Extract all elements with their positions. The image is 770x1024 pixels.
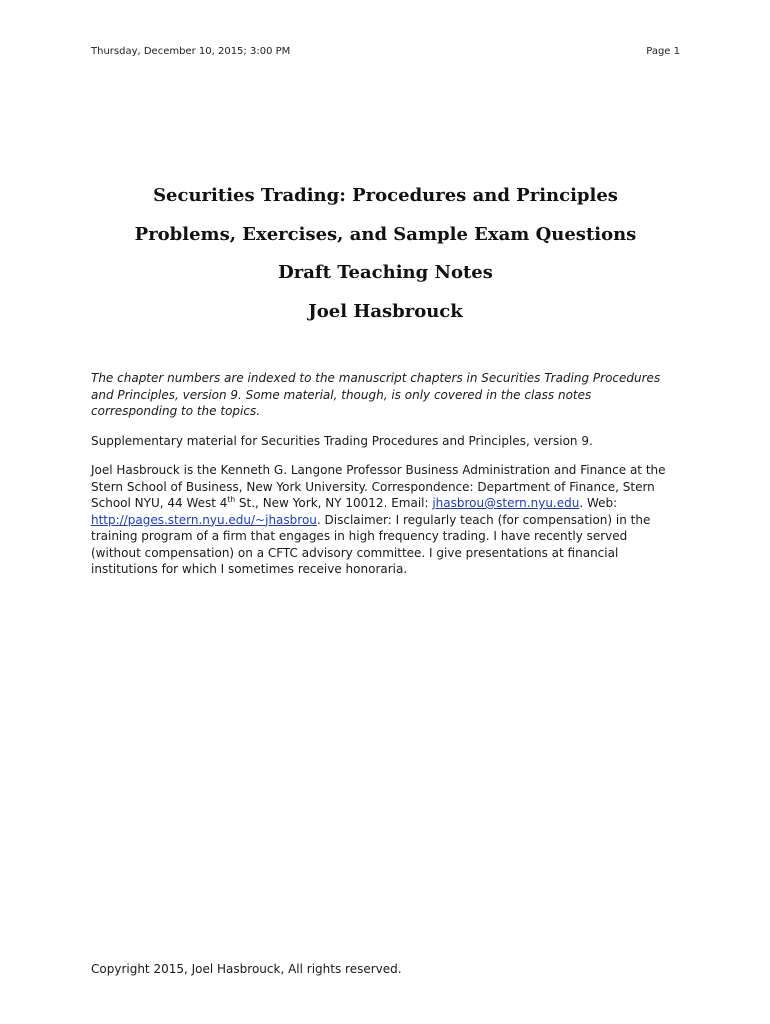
page-footer-copyright: Copyright 2015, Joel Hasbrouck, All rights reserved. [91, 962, 402, 976]
document-author: Joel Hasbrouck [308, 300, 463, 322]
header-date-time: Thursday, December 10, 2015; 3:00 PM [91, 46, 291, 57]
page-header [91, 46, 680, 62]
document-body [91, 370, 670, 591]
bio-text-part3: . Web: [579, 496, 618, 510]
title-block [91, 184, 680, 338]
chapter-note-paragraph: The chapter numbers are indexed to the manuscript chapters in Securities Trading Procedures and Principles, version 9. Some material, though, is only covered in the class notes corresponding to the topics. [91, 371, 661, 418]
email-link[interactable]: jhasbrou@stern.nyu.edu [432, 496, 580, 510]
bio-text-part2: St., New York, NY 10012. Email: [235, 496, 433, 510]
supplementary-paragraph: Supplementary material for Securities Trading Procedures and Principles, version 9. [91, 433, 593, 448]
bio-text-part4: . Disclaimer: I regularly teach (for compensation) in the training program of a firm that engages in high frequency trading. I have recently served (without compensation) on a CFTC advisory committee. I give presentations at financial institutions for which I sometimes receive honoraria. [91, 512, 651, 576]
bio-text-part1: Joel Hasbrouck is the Kenneth G. Langone Professor Business Administration and Finance at the Stern School of Business, New York University. Correspondence: Department of Finance, Stern School NYU, 44 West 4 [91, 463, 666, 510]
web-link[interactable]: http://pages.stern.nyu.edu/~jhasbrou [91, 512, 317, 527]
author-bio-paragraph [91, 462, 670, 578]
bio-ordinal-suffix: th [227, 495, 236, 504]
document-subtitle: Problems, Exercises, and Sample Exam Questions [134, 223, 637, 245]
header-page-number: Page 1 [646, 46, 680, 57]
document-title: Securities Trading: Procedures and Principles [153, 185, 618, 206]
document-draft-label: Draft Teaching Notes [278, 262, 493, 283]
